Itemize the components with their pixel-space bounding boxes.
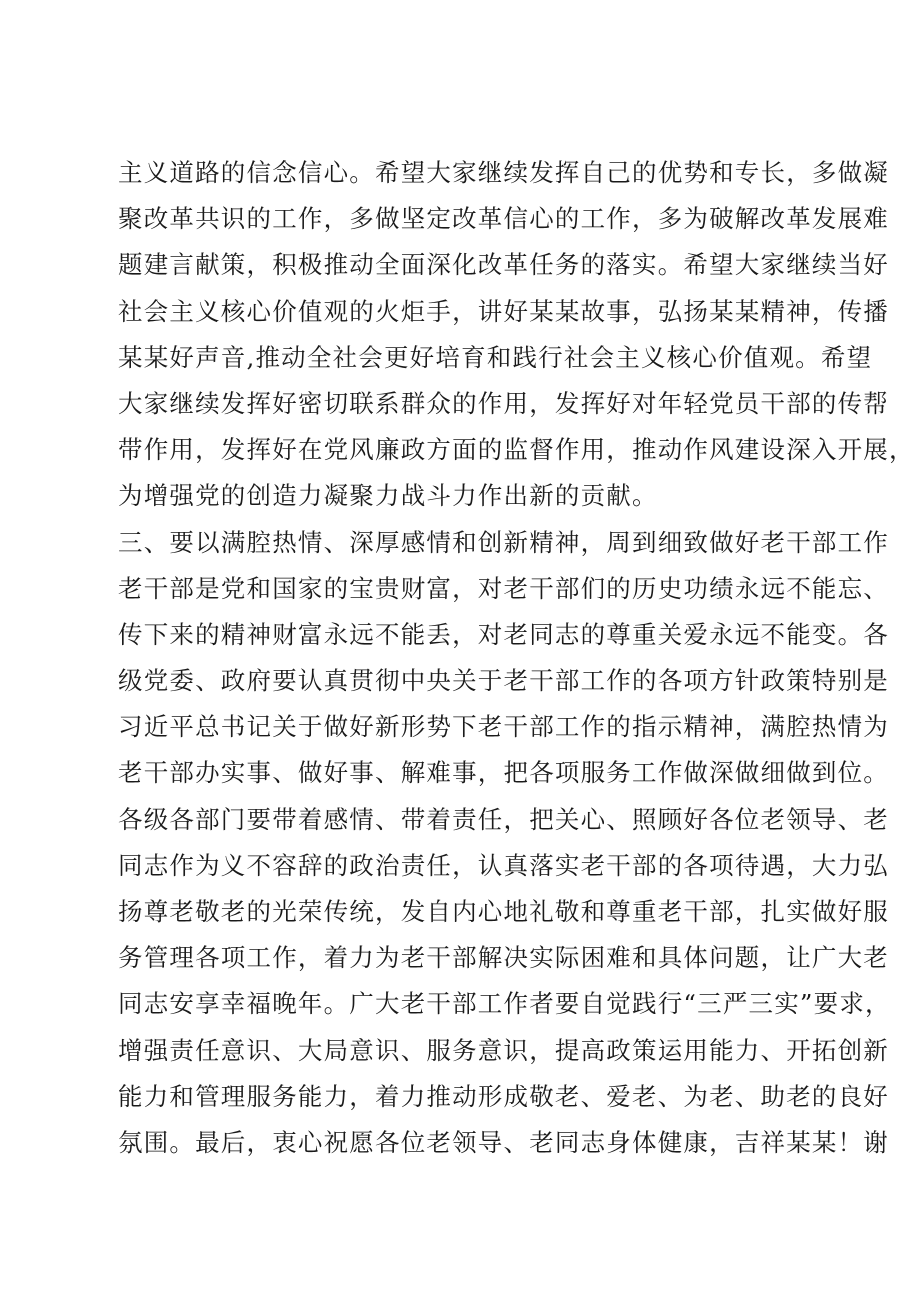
text-line: 增强责任意识、大局意识、服务意识，提高政策运用能力、开拓创新 — [118, 1035, 889, 1065]
text-line: 各级各部门要带着感情、带着责任，把关心、照顾好各位老领导、老 — [118, 804, 889, 834]
text-line: 带作用，发挥好在党风廉政方面的监督作用，推动作风建设深入开展， — [118, 435, 915, 465]
text-line: 能力和管理服务能力，着力推动形成敬老、爱老、为老、助老的良好 — [118, 1081, 889, 1111]
text-line: 聚改革共识的工作，多做坚定改革信心的工作，多为破解改革发展难 — [118, 204, 889, 234]
text-line: 大家继续发挥好密切联系群众的作用，发挥好对年轻党员干部的传帮 — [118, 388, 889, 418]
body-text — [118, 150, 915, 1166]
text-line: 老干部是党和国家的宝贵财富，对老干部们的历史功绩永远不能忘、 — [118, 573, 889, 603]
text-line: 社会主义核心价值观的火炬手，讲好某某故事，弘扬某某精神，传播 — [118, 296, 889, 326]
text-line: 氛围。最后，衷心祝愿各位老领导、老同志身体健康，吉祥某某！谢 — [118, 1127, 889, 1157]
text-line: 某某好声音,推动全社会更好培育和践行社会主义核心价值观。希望 — [118, 342, 873, 372]
text-line: 同志作为义不容辞的政治责任，认真落实老干部的各项待遇，大力弘 — [118, 850, 889, 880]
text-line: 为增强党的创造力凝聚力战斗力作出新的贡献。 — [118, 481, 658, 511]
text-line: 同志安享幸福晚年。广大老干部工作者要自觉践行“三严三实”要求， — [118, 989, 891, 1019]
text-line: 务管理各项工作，着力为老干部解决实际困难和具体问题，让广大老 — [118, 943, 889, 973]
section-heading: 三、要以满腔热情、深厚感情和创新精神，周到细致做好老干部工作 — [118, 527, 889, 557]
text-line: 老干部办实事、做好事、解难事，把各项服务工作做深做细做到位。 — [118, 758, 889, 788]
text-line: 传下来的精神财富永远不能丢，对老同志的尊重关爱永远不能变。各 — [118, 619, 889, 649]
text-line: 主义道路的信念信心。希望大家继续发挥自己的优势和专长，多做凝 — [118, 158, 889, 187]
text-line: 题建言献策，积极推动全面深化改革任务的落实。希望大家继续当好 — [118, 250, 889, 280]
text-line: 扬尊老敬老的光荣传统，发自内心地礼敬和尊重老干部，扎实做好服 — [118, 897, 889, 926]
text-line: 级党委、政府要认真贯彻中央关于老干部工作的各项方针政策特别是 — [118, 666, 889, 696]
text-line: 习近平总书记关于做好新形势下老干部工作的指示精神，满腔热情为 — [118, 712, 889, 742]
